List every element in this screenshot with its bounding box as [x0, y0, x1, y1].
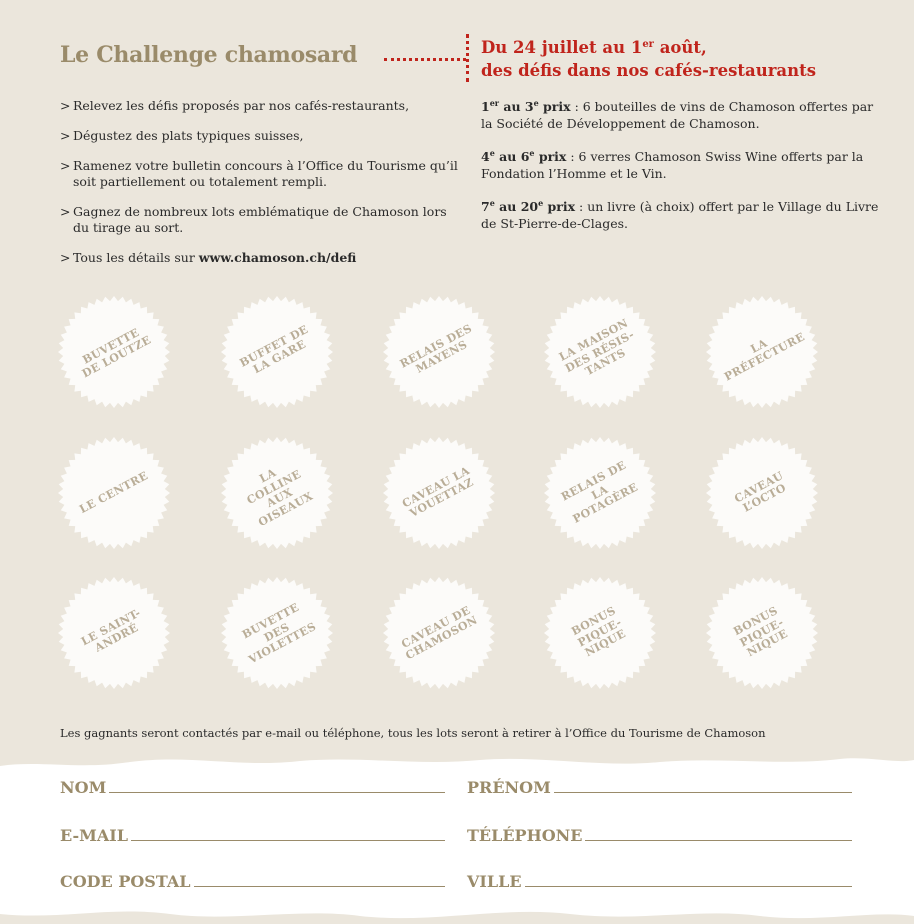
stamp-label: BONUS PIQUE-NIQUE: [569, 604, 629, 660]
prenom-field[interactable]: PRÉNOM: [467, 778, 852, 797]
stamp-label: LA PRÉFECTURE: [722, 330, 807, 384]
challenge-stamp: [58, 437, 170, 549]
challenge-stamp: [383, 296, 495, 408]
challenge-stamp: [706, 296, 818, 408]
stamp-label: BUVETTE DE LOUTZE: [79, 325, 154, 381]
stamp-label: CAVEAU LA VOUETTAZ: [399, 463, 476, 521]
list-item: > Dégustez des plats typiques suisses,: [60, 128, 304, 143]
stamp-label: BUFFET DE LA GARE: [237, 322, 311, 377]
ville-field[interactable]: VILLE: [467, 872, 852, 891]
stamp-label: LA COLLINE AUX OISEAUX: [244, 466, 315, 529]
stamp-label: LA MAISON DES RÉSIS-TANTS: [557, 316, 637, 379]
list-item: > Ramenez votre bulletin concours à l’Office du Tourisme qu’il soit partiellement ou totalement rempli.: [60, 158, 458, 189]
winners-note: Les gagnants seront contactés par e-mail ou téléphone, tous les lots seront à retirer à l’Office du Tourisme de Chamoson: [60, 726, 766, 740]
dotted-divider: [466, 34, 469, 82]
prize-item: 1er au 3e prix : 6 bouteilles de vins de Chamoson offertes par la Société de Développement de Chamoson.: [481, 98, 874, 131]
dotted-connector: [384, 58, 466, 61]
list-item: > Relevez les défis proposés par nos cafés-restaurants,: [60, 98, 410, 113]
stamp-label: LE SAINT-ANDRÉ: [78, 605, 143, 655]
prize-item: 7e au 20e prix : un livre (à choix) offert par le Village du Livre de St-Pierre-de-Clages.: [481, 198, 879, 231]
challenge-stamp: [544, 296, 656, 408]
prenom-line[interactable]: [554, 792, 852, 793]
code-postal-line[interactable]: [194, 886, 445, 887]
challenge-stamp: [383, 437, 495, 549]
telephone-line[interactable]: [585, 840, 852, 841]
challenge-stamp: [221, 296, 333, 408]
list-item: > Tous les détails sur www.chamoson.ch/defi: [60, 250, 357, 265]
challenge-stamp: [544, 437, 656, 549]
stamp-label: RELAIS DE LA POTAGÈRE: [559, 458, 641, 526]
challenge-stamp: [383, 577, 495, 689]
challenge-stamp: [58, 296, 170, 408]
stamp-label: RELAIS DES MAYENS: [397, 321, 474, 376]
ville-line[interactable]: [525, 886, 852, 887]
challenge-stamp: [706, 577, 818, 689]
stamp-label: BONUS PIQUE-NIQUE: [731, 604, 791, 660]
prize-item: 4e au 6e prix : 6 verres Chamoson Swiss Wine offerts par la Fondation l’Homme et le Vin.: [481, 148, 864, 181]
dates-heading: [481, 36, 816, 82]
challenge-stamp: [221, 577, 333, 689]
stamp-label: CAVEAU L’OCTO: [732, 468, 789, 515]
telephone-field[interactable]: TÉLÉPHONE: [467, 826, 852, 845]
nom-field[interactable]: NOM: [60, 778, 445, 797]
code-postal-field[interactable]: CODE POSTAL: [60, 872, 445, 891]
challenge-stamp: [544, 577, 656, 689]
dates-line-1: Du 24 juillet au 1er août,: [481, 38, 707, 57]
stamp-label: LE CENTRE: [77, 468, 151, 516]
website-link[interactable]: www.chamoson.ch/defi: [198, 250, 357, 265]
prizes-list: [481, 98, 881, 248]
email-field[interactable]: E-MAIL: [60, 826, 445, 845]
nom-line[interactable]: [109, 792, 445, 793]
dates-line-2: des défis dans nos cafés-restaurants: [481, 61, 816, 80]
instructions-list: [60, 98, 460, 280]
challenge-stamp: [58, 577, 170, 689]
stamp-label: CAVEAU DE CHAMOSON: [399, 603, 480, 663]
challenge-stamp: [221, 437, 333, 549]
email-line[interactable]: [131, 840, 445, 841]
list-item: > Gagnez de nombreux lots emblématique de Chamoson lors du tirage au sort.: [60, 204, 447, 235]
stamp-label: BUVETTE DES VIOLETTES: [240, 600, 319, 667]
challenge-stamp: [706, 437, 818, 549]
page-title: Le Challenge chamosard: [60, 42, 358, 68]
